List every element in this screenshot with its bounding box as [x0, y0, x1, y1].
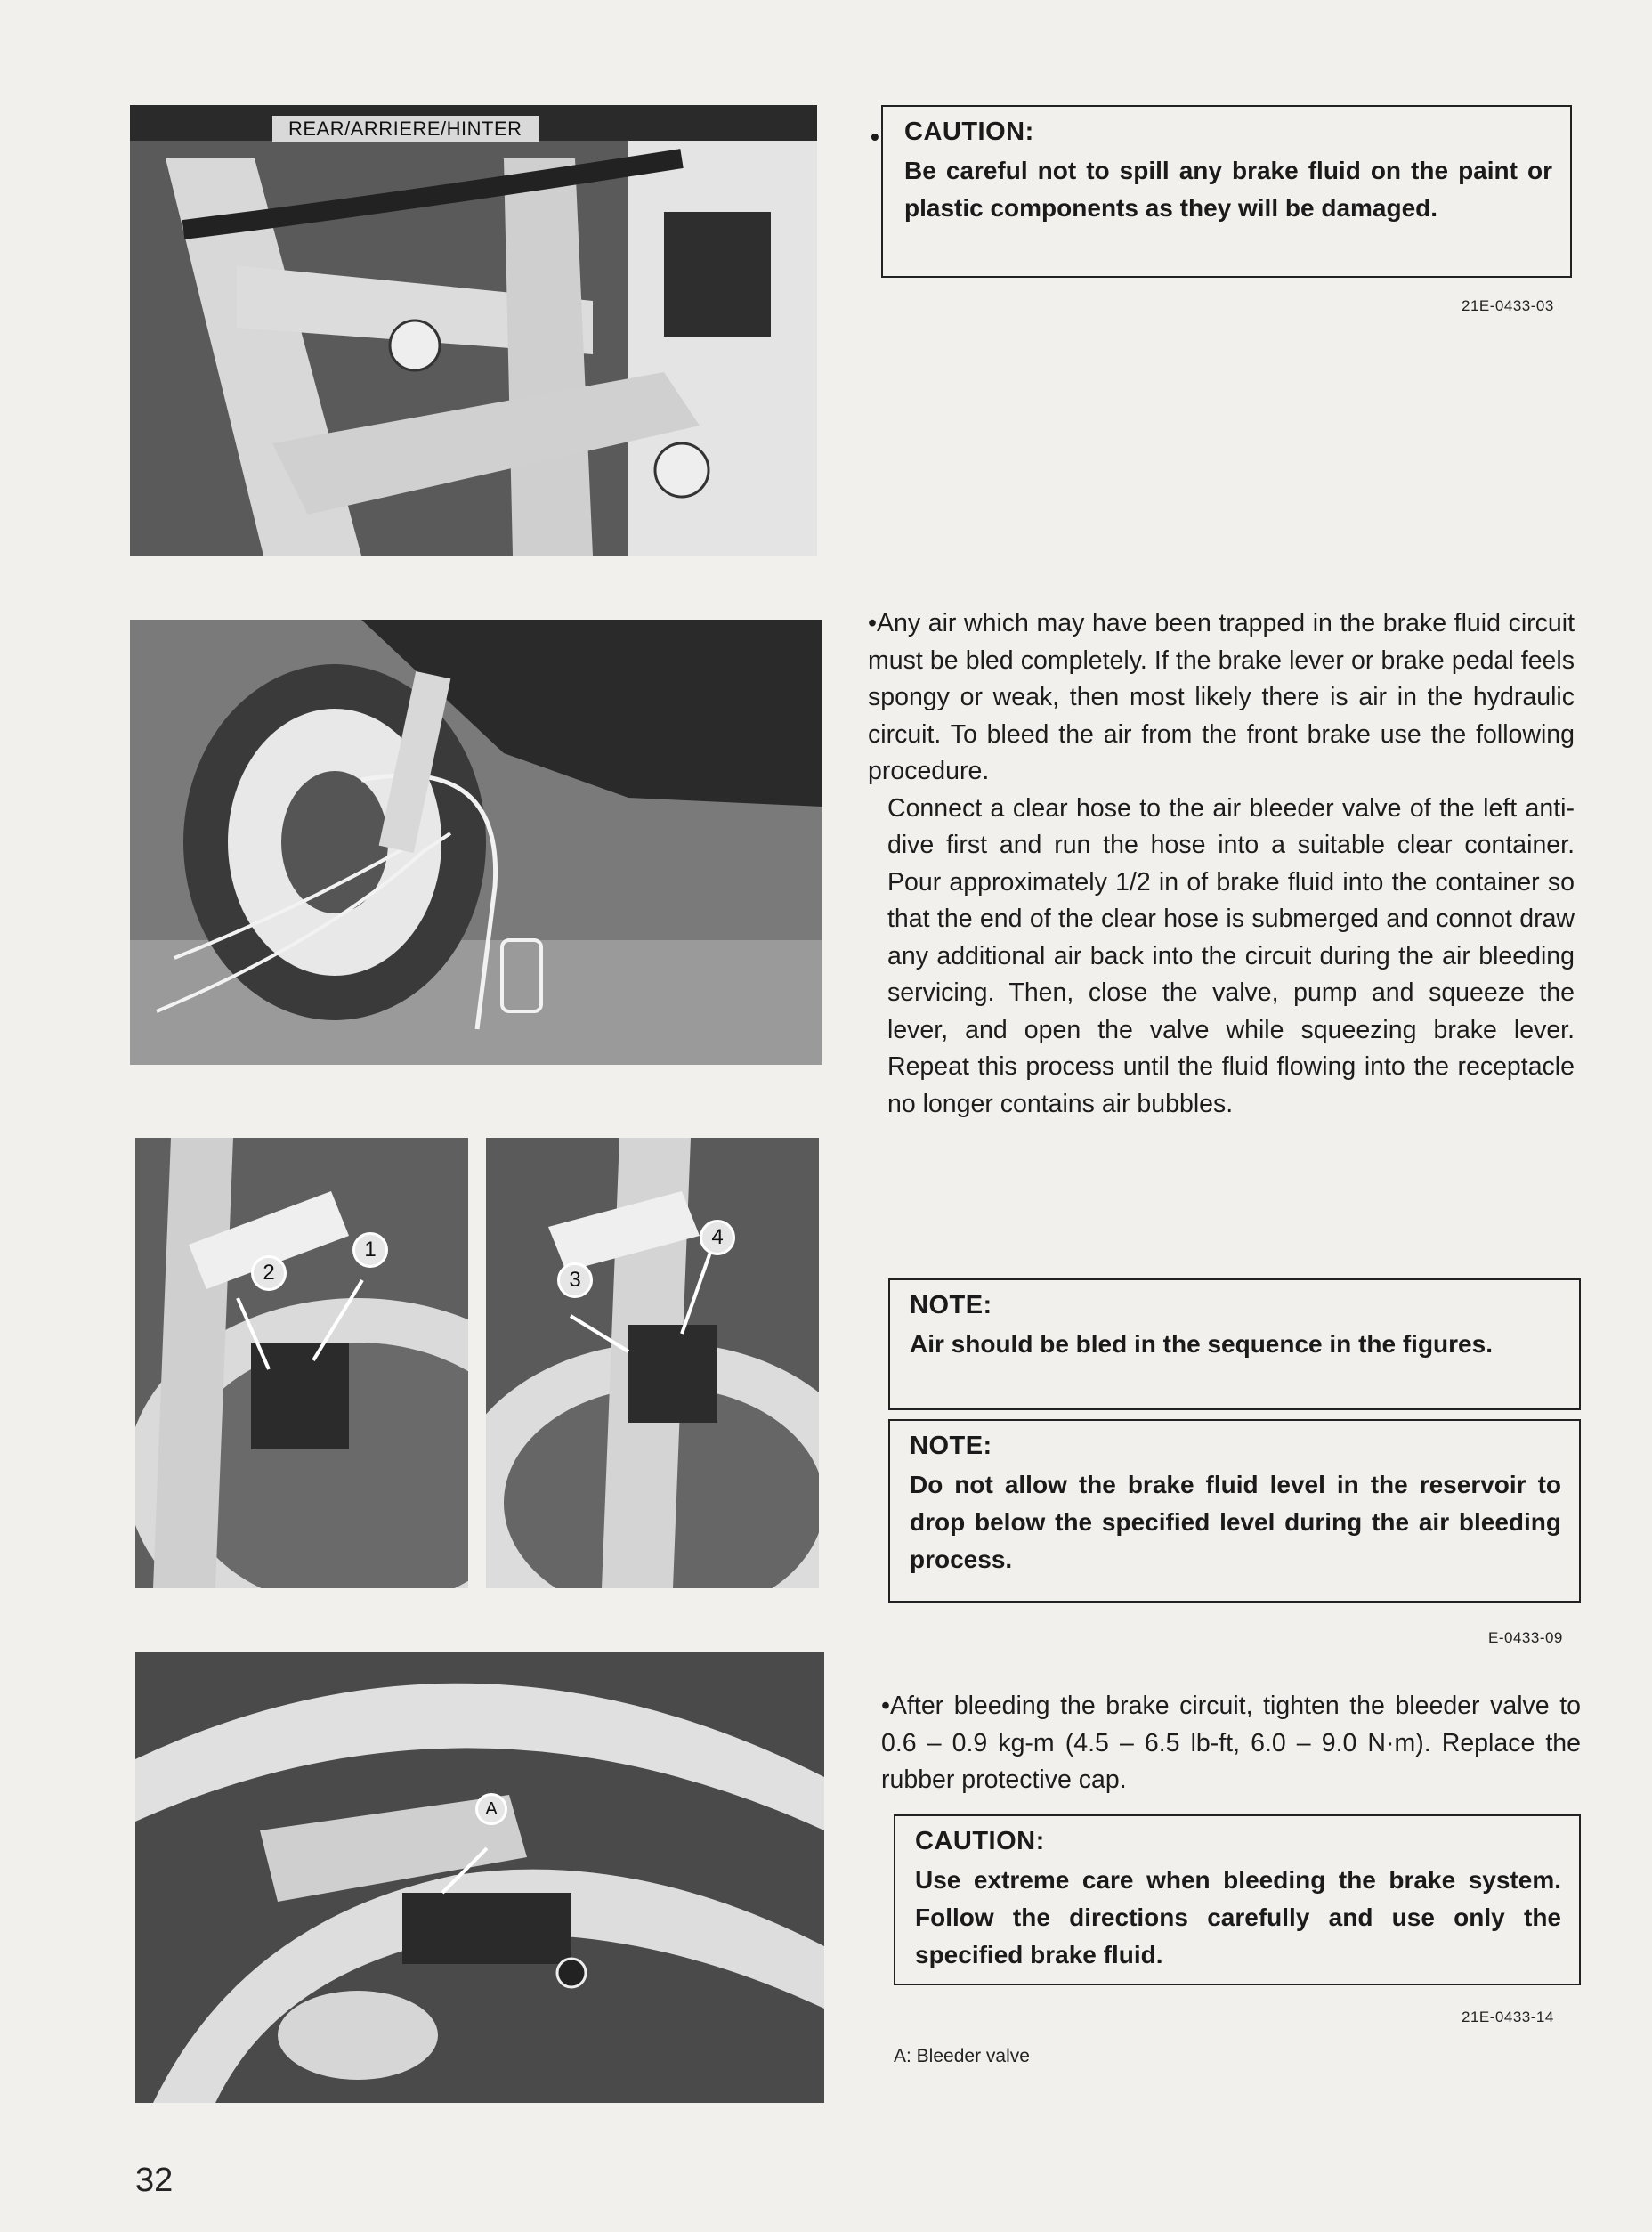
note-text-2: Do not allow the brake fluid level in the reservoir to drop below the specified level during the air bleeding process. [910, 1471, 1561, 1573]
tighten-bullet: • [881, 1692, 890, 1720]
note-box-sequence [888, 1278, 1581, 1410]
caution-text: Be careful not to spill any brake fluid on the paint or plastic components as they will be damaged. [904, 157, 1552, 222]
caution-title-2: CAUTION: [915, 1827, 1045, 1855]
note-title-1: NOTE: [910, 1291, 992, 1319]
caution-title: CAUTION: [904, 118, 1034, 146]
ref-code-3: 21E-0433-14 [1462, 2009, 1554, 2025]
bleeding-paragraph-1 [868, 605, 1575, 791]
callout-2-marker: 2 [251, 1255, 287, 1291]
note-text-1: Air should be bled in the sequence in the figures. [910, 1330, 1493, 1358]
ref-code-1: 21E-0433-03 [1462, 297, 1554, 314]
ref-code-2: E-0433-09 [1488, 1629, 1563, 1646]
tighten-text: After bleeding the brake circuit, tighten the bleeder valve to 0.6 – 0.9 kg-m (4.5 – 6.5 lb-ft, 6.0 – 9.0 N·m). Replace the rubber protective cap. [881, 1692, 1581, 1794]
photo-bleeder-valve [135, 1652, 824, 2103]
bleeding-bullet: • [868, 609, 877, 637]
bleeding-text-1: Any air which may have been trapped in the brake fluid circuit must be bled completely. If the brake lever or brake pedal feels spongy or weak, then most likely there is air in the hydraulic circuit. To bleed the air from the front brake use the following procedure. [868, 609, 1575, 785]
page-number: 32 [135, 2162, 174, 2199]
caption-bleeder-valve: A: Bleeder valve [894, 2046, 1030, 2066]
callout-a-marker: A [475, 1793, 507, 1825]
note-title-2: NOTE: [910, 1432, 992, 1460]
photo-right-caliper [486, 1138, 819, 1588]
caution-bullet: • [871, 123, 879, 150]
rear-label: REAR/ARRIERE/HINTER [272, 116, 539, 142]
bleeding-instructions [868, 605, 1575, 1123]
callout-1-marker: 1 [352, 1232, 388, 1268]
note-box-level [888, 1419, 1581, 1603]
photo-left-caliper [135, 1138, 468, 1588]
caution-box-spill [871, 105, 1572, 278]
caution-box-extreme-care [894, 1814, 1581, 1985]
photo-front-wheel-hose [130, 620, 822, 1065]
tighten-instructions [881, 1688, 1581, 1799]
callout-3-marker: 3 [557, 1262, 593, 1298]
photo-rear-reservoir [130, 105, 817, 556]
callout-4-marker: 4 [700, 1220, 735, 1255]
bleeding-paragraph-2: Connect a clear hose to the air bleeder valve of the left anti-dive first and run the hose into a suitable clear container. Pour approximately 1/2 in of brake fluid into the container so that the end of the clear hose is submerged and connot draw any additional air back into the circuit during the air bleeding servicing. Then, close the valve, pump and squeeze the lever, and open the valve while squeezing brake lever. Repeat this process until the fluid flowing into the receptacle no longer contains air bubbles. [887, 793, 1575, 1118]
caution-text-2: Use extreme care when bleeding the brake system. Follow the directions carefully and use only the specified brake fluid. [915, 1866, 1561, 1968]
